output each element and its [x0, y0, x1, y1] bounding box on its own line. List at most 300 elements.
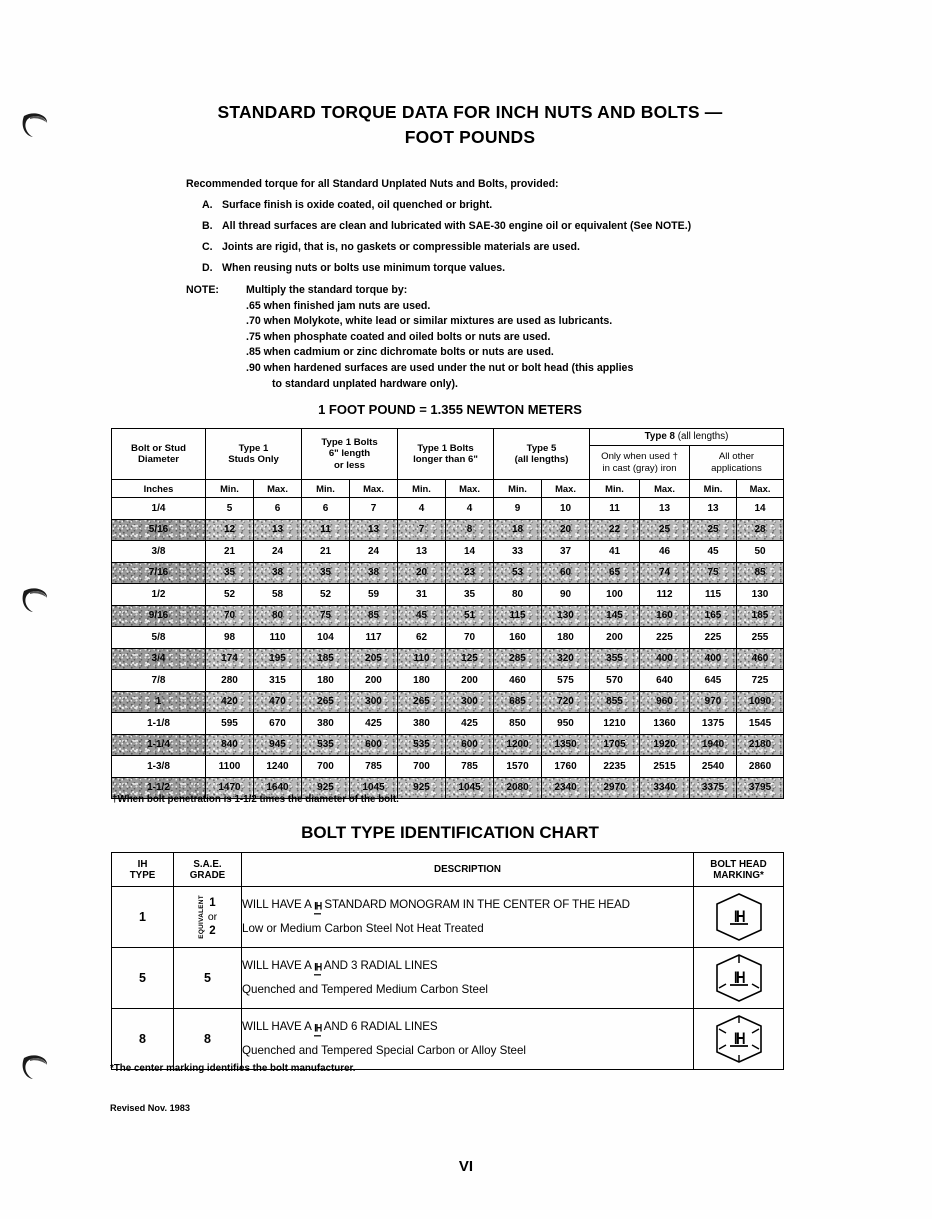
header-type8-cast-iron: Only when used † in cast (gray) iron	[590, 446, 690, 480]
cell-torque-value: 225	[640, 627, 690, 649]
cell-torque-value: 600	[350, 734, 398, 756]
table-header-row-groups	[112, 429, 784, 446]
cell-torque-value: 180	[398, 670, 446, 692]
cell-torque-value: 2080	[494, 777, 542, 799]
bolt-chart-row	[112, 1009, 784, 1070]
condition-text: All thread surfaces are clean and lubricated with SAE-30 engine oil or equivalent (See NOTE.)	[222, 220, 692, 232]
cell-torque-value: 70	[446, 627, 494, 649]
cell-torque-value: 13	[690, 498, 737, 520]
binder-hole-mark-icon	[18, 1050, 52, 1084]
cell-torque-value: 7	[350, 498, 398, 520]
cell-torque-value: 1360	[640, 713, 690, 735]
note-multiplier-item: .90 when hardened surfaces are used under the nut or bolt head (this applies	[246, 361, 634, 374]
cell-torque-value: 85	[737, 562, 784, 584]
header-max: Max.	[640, 480, 690, 498]
header-inches: Inches	[112, 480, 206, 498]
cell-torque-value: 75	[690, 562, 737, 584]
cell-torque-value: 1920	[640, 734, 690, 756]
note-label: NOTE:	[186, 284, 219, 296]
cell-torque-value: 1045	[446, 777, 494, 799]
cell-torque-value: 3795	[737, 777, 784, 799]
cell-torque-value: 205	[350, 648, 398, 670]
cell-diameter: 1-3/8	[112, 756, 206, 778]
page-title-line-2: FOOT POUNDS	[404, 127, 536, 147]
cell-torque-value: 380	[398, 713, 446, 735]
description-line1-prefix: WILL HAVE A	[242, 959, 312, 972]
cell-torque-value: 90	[542, 584, 590, 606]
condition-letter: A.	[202, 199, 213, 211]
cell-diameter: 1-1/4	[112, 734, 206, 756]
cell-torque-value: 20	[398, 562, 446, 584]
cell-torque-value: 255	[737, 627, 784, 649]
cell-torque-value: 59	[350, 584, 398, 606]
cell-torque-value: 5	[206, 498, 254, 520]
cell-torque-value: 425	[350, 713, 398, 735]
cell-torque-value: 460	[737, 648, 784, 670]
sae-grade-value: 8	[174, 1009, 242, 1070]
cell-diameter: 1/2	[112, 584, 206, 606]
sae-grade-or: or	[207, 911, 218, 923]
header-max: Max.	[542, 480, 590, 498]
cell-torque-value: 700	[398, 756, 446, 778]
cell-torque-value: 195	[254, 648, 302, 670]
description-line2: Low or Medium Carbon Steel Not Heat Treated	[242, 922, 484, 935]
cell-torque-value: 65	[590, 562, 640, 584]
cell-torque-value: 400	[690, 648, 737, 670]
header-min: Min.	[206, 480, 254, 498]
cell-torque-value: 600	[446, 734, 494, 756]
bolt-chart-title: BOLT TYPE IDENTIFICATION CHART	[301, 823, 599, 842]
binder-hole-mark-icon	[18, 108, 52, 142]
cell-torque-value: 700	[302, 756, 350, 778]
cell-torque-value: 14	[446, 541, 494, 563]
cell-torque-value: 960	[640, 691, 690, 713]
header-type8: Type 8 (all lengths)	[590, 429, 784, 446]
dagger-footnote: †When bolt penetration is 1-1/2 times the diameter of the bolt.	[112, 794, 399, 805]
cell-torque-value: 2970	[590, 777, 640, 799]
condition-item	[186, 199, 826, 211]
table-header-row-units	[112, 480, 784, 498]
cell-torque-value: 570	[590, 670, 640, 692]
cell-torque-value: 2340	[542, 777, 590, 799]
cell-torque-value: 6	[302, 498, 350, 520]
cell-torque-value: 35	[446, 584, 494, 606]
cell-torque-value: 685	[494, 691, 542, 713]
cell-torque-value: 3375	[690, 777, 737, 799]
cell-torque-value: 2235	[590, 756, 640, 778]
cell-torque-value: 8	[446, 519, 494, 541]
cell-torque-value: 6	[254, 498, 302, 520]
cell-torque-value: 11	[302, 519, 350, 541]
torque-table-container	[111, 428, 783, 799]
cell-diameter: 5/16	[112, 519, 206, 541]
cell-torque-value: 380	[302, 713, 350, 735]
cell-torque-value: 145	[590, 605, 640, 627]
cell-torque-value: 80	[254, 605, 302, 627]
cell-torque-value: 112	[640, 584, 690, 606]
cell-torque-value: 265	[302, 691, 350, 713]
bolt-chart-header-row	[112, 853, 784, 887]
cell-torque-value: 110	[254, 627, 302, 649]
cell-torque-value: 98	[206, 627, 254, 649]
cell-torque-value: 535	[302, 734, 350, 756]
bolt-head-marking-cell	[694, 948, 784, 1009]
cell-torque-value: 45	[690, 541, 737, 563]
page-title	[120, 100, 820, 150]
cell-torque-value: 315	[254, 670, 302, 692]
cell-torque-value: 130	[542, 605, 590, 627]
table-row	[112, 584, 784, 606]
cell-diameter: 1-1/8	[112, 713, 206, 735]
cell-torque-value: 925	[302, 777, 350, 799]
cell-torque-value: 41	[590, 541, 640, 563]
cell-torque-value: 185	[302, 648, 350, 670]
cell-torque-value: 24	[350, 541, 398, 563]
cell-diameter: 3/8	[112, 541, 206, 563]
cell-torque-value: 945	[254, 734, 302, 756]
description-line1-suffix: STANDARD MONOGRAM IN THE CENTER OF THE HEAD	[324, 898, 630, 911]
header-sae-grade: S.A.E. GRADE	[174, 853, 242, 887]
torque-data-table	[111, 428, 784, 799]
cell-torque-value: 575	[542, 670, 590, 692]
cell-torque-value: 38	[350, 562, 398, 584]
cell-torque-value: 33	[494, 541, 542, 563]
cell-torque-value: 1350	[542, 734, 590, 756]
header-max: Max.	[254, 480, 302, 498]
cell-torque-value: 174	[206, 648, 254, 670]
cell-torque-value: 23	[446, 562, 494, 584]
cell-diameter: 3/4	[112, 648, 206, 670]
ih-monogram-icon: IH	[314, 899, 322, 912]
cell-torque-value: 425	[446, 713, 494, 735]
cell-torque-value: 785	[350, 756, 398, 778]
cell-torque-value: 22	[590, 519, 640, 541]
note-lead: Multiply the standard torque by:	[246, 284, 408, 296]
cell-torque-value: 9	[494, 498, 542, 520]
cell-torque-value: 280	[206, 670, 254, 692]
svg-text:IH: IH	[733, 969, 744, 988]
cell-torque-value: 1640	[254, 777, 302, 799]
cell-torque-value: 117	[350, 627, 398, 649]
cell-torque-value: 51	[446, 605, 494, 627]
cell-torque-value: 62	[398, 627, 446, 649]
condition-text: Joints are rigid, that is, no gaskets or compressible materials are used.	[222, 241, 580, 253]
table-row	[112, 756, 784, 778]
table-row	[112, 498, 784, 520]
cell-torque-value: 60	[542, 562, 590, 584]
cell-diameter: 1/4	[112, 498, 206, 520]
table-row	[112, 541, 784, 563]
cell-torque-value: 38	[254, 562, 302, 584]
cell-torque-value: 840	[206, 734, 254, 756]
table-row	[112, 648, 784, 670]
condition-item	[186, 262, 826, 274]
cell-torque-value: 225	[690, 627, 737, 649]
cell-torque-value: 200	[350, 670, 398, 692]
description-line1-prefix: WILL HAVE A	[242, 898, 312, 911]
cell-torque-value: 1200	[494, 734, 542, 756]
cell-torque-value: 670	[254, 713, 302, 735]
cell-torque-value: 7	[398, 519, 446, 541]
cell-torque-value: 1545	[737, 713, 784, 735]
cell-torque-value: 400	[640, 648, 690, 670]
header-max: Max.	[350, 480, 398, 498]
header-type1-studs: Type 1 Studs Only	[206, 429, 302, 480]
page-title-line-1: STANDARD TORQUE DATA FOR INCH NUTS AND BOLTS —	[217, 102, 723, 122]
description-line1-suffix: AND 6 RADIAL LINES	[323, 1020, 438, 1033]
cell-torque-value: 74	[640, 562, 690, 584]
cell-torque-value: 320	[542, 648, 590, 670]
condition-item	[186, 241, 826, 253]
cell-torque-value: 470	[254, 691, 302, 713]
condition-text: Surface finish is oxide coated, oil quenched or bright.	[222, 199, 493, 211]
bolt-chart-container	[111, 852, 783, 1070]
cell-torque-value: 645	[690, 670, 737, 692]
header-max: Max.	[446, 480, 494, 498]
description-line1-prefix: WILL HAVE A	[242, 1020, 312, 1033]
cell-torque-value: 1100	[206, 756, 254, 778]
cell-torque-value: 185	[737, 605, 784, 627]
note-multiplier-item: .75 when phosphate coated and oiled bolts or nuts are used.	[246, 330, 551, 343]
sae-grade-value: 5	[174, 948, 242, 1009]
cell-torque-value: 785	[446, 756, 494, 778]
header-bolt-diameter: Bolt or Stud Diameter	[112, 429, 206, 480]
intro-lead-text: Recommended torque for all Standard Unplated Nuts and Bolts, provided:	[186, 178, 559, 190]
description-line2: Quenched and Tempered Special Carbon or Alloy Steel	[242, 1044, 527, 1057]
bolt-head-type1-icon	[708, 891, 770, 943]
table-row	[112, 519, 784, 541]
cell-torque-value: 37	[542, 541, 590, 563]
cell-torque-value: 75	[302, 605, 350, 627]
page-number: VI	[458, 1158, 474, 1175]
torque-table-body	[112, 498, 784, 799]
cell-torque-value: 70	[206, 605, 254, 627]
cell-torque-value: 25	[640, 519, 690, 541]
cell-torque-value: 180	[302, 670, 350, 692]
cell-torque-value: 4	[398, 498, 446, 520]
bolt-description	[242, 1009, 694, 1070]
header-min: Min.	[590, 480, 640, 498]
cell-torque-value: 52	[206, 584, 254, 606]
cell-torque-value: 58	[254, 584, 302, 606]
cell-torque-value: 13	[398, 541, 446, 563]
ih-type-value: 1	[112, 887, 174, 948]
cell-torque-value: 100	[590, 584, 640, 606]
sae-grade-value	[174, 887, 242, 948]
intro-section	[186, 178, 826, 283]
cell-diameter: 1-1/2	[112, 777, 206, 799]
cell-torque-value: 31	[398, 584, 446, 606]
cell-torque-value: 125	[446, 648, 494, 670]
cell-torque-value: 200	[590, 627, 640, 649]
condition-letter: D.	[202, 262, 213, 274]
cell-torque-value: 21	[302, 541, 350, 563]
note-continuation: to standard unplated hardware only).	[272, 377, 459, 390]
cell-torque-value: 950	[542, 713, 590, 735]
cell-torque-value: 595	[206, 713, 254, 735]
condition-letter: B.	[202, 220, 213, 232]
cell-torque-value: 1705	[590, 734, 640, 756]
cell-torque-value: 46	[640, 541, 690, 563]
cell-torque-value: 21	[206, 541, 254, 563]
cell-torque-value: 1375	[690, 713, 737, 735]
cell-torque-value: 1090	[737, 691, 784, 713]
condition-text: When reusing nuts or bolts use minimum torque values.	[222, 262, 506, 274]
table-row	[112, 605, 784, 627]
cell-torque-value: 925	[398, 777, 446, 799]
cell-torque-value: 535	[398, 734, 446, 756]
cell-torque-value: 1470	[206, 777, 254, 799]
cell-torque-value: 28	[737, 519, 784, 541]
cell-diameter: 9/16	[112, 605, 206, 627]
cell-torque-value: 460	[494, 670, 542, 692]
note-section	[186, 283, 836, 392]
header-min: Min.	[494, 480, 542, 498]
cell-torque-value: 20	[542, 519, 590, 541]
cell-torque-value: 720	[542, 691, 590, 713]
cell-torque-value: 970	[690, 691, 737, 713]
bolt-head-type5-icon	[708, 952, 770, 1004]
cell-torque-value: 1940	[690, 734, 737, 756]
sae-grade-num-1: 1	[209, 897, 216, 909]
note-multiplier-item: .65 when finished jam nuts are used.	[246, 299, 431, 312]
star-footnote: *The center marking identifies the bolt manufacturer.	[110, 1063, 356, 1074]
bolt-description	[242, 948, 694, 1009]
header-min: Min.	[302, 480, 350, 498]
header-type8-other: All other applications	[690, 446, 784, 480]
equivalent-label: EQUIVALENT	[197, 895, 205, 939]
sae-grade-num-2: 2	[209, 925, 216, 937]
cell-torque-value: 300	[350, 691, 398, 713]
cell-torque-value: 115	[494, 605, 542, 627]
description-line1-suffix: AND 3 RADIAL LINES	[323, 959, 438, 972]
table-row	[112, 691, 784, 713]
cell-torque-value: 12	[206, 519, 254, 541]
cell-torque-value: 180	[542, 627, 590, 649]
binder-hole-mark-icon	[18, 583, 52, 617]
cell-torque-value: 165	[690, 605, 737, 627]
cell-torque-value: 640	[640, 670, 690, 692]
cell-torque-value: 160	[640, 605, 690, 627]
table-row	[112, 734, 784, 756]
table-row	[112, 670, 784, 692]
cell-torque-value: 2180	[737, 734, 784, 756]
cell-torque-value: 14	[737, 498, 784, 520]
bolt-head-type8-icon	[708, 1013, 770, 1065]
cell-torque-value: 300	[446, 691, 494, 713]
bolt-identification-table	[111, 852, 784, 1070]
cell-torque-value: 2860	[737, 756, 784, 778]
note-multiplier-item: .70 when Molykote, white lead or similar mixtures are used as lubricants.	[246, 315, 613, 328]
note-multiplier-item: .85 when cadmium or zinc dichromate bolts or nuts are used.	[246, 346, 554, 359]
header-bolt-head-marking: BOLT HEAD MARKING*	[694, 853, 784, 887]
cell-torque-value: 265	[398, 691, 446, 713]
condition-letter: C.	[202, 241, 213, 253]
bolt-head-marking-cell	[694, 1009, 784, 1070]
cell-diameter: 7/16	[112, 562, 206, 584]
description-line2: Quenched and Tempered Medium Carbon Steel	[242, 983, 488, 996]
bolt-description	[242, 887, 694, 948]
header-max: Max.	[737, 480, 784, 498]
cell-torque-value: 10	[542, 498, 590, 520]
cell-torque-value: 13	[350, 519, 398, 541]
cell-torque-value: 50	[737, 541, 784, 563]
cell-torque-value: 52	[302, 584, 350, 606]
cell-torque-value: 18	[494, 519, 542, 541]
cell-torque-value: 104	[302, 627, 350, 649]
table-row	[112, 627, 784, 649]
header-description: DESCRIPTION	[242, 853, 694, 887]
cell-torque-value: 1240	[254, 756, 302, 778]
svg-text:IH: IH	[733, 1030, 744, 1049]
cell-torque-value: 855	[590, 691, 640, 713]
cell-torque-value: 35	[206, 562, 254, 584]
cell-torque-value: 1760	[542, 756, 590, 778]
cell-torque-value: 2515	[640, 756, 690, 778]
cell-torque-value: 3340	[640, 777, 690, 799]
cell-torque-value: 355	[590, 648, 640, 670]
cell-torque-value: 13	[640, 498, 690, 520]
cell-torque-value: 130	[737, 584, 784, 606]
ih-monogram-icon: IH	[314, 960, 322, 973]
cell-torque-value: 725	[737, 670, 784, 692]
cell-torque-value: 35	[302, 562, 350, 584]
cell-torque-value: 420	[206, 691, 254, 713]
cell-torque-value: 25	[690, 519, 737, 541]
header-type1-bolts-long: Type 1 Bolts longer than 6"	[398, 429, 494, 480]
header-min: Min.	[690, 480, 737, 498]
table-row	[112, 562, 784, 584]
cell-torque-value: 200	[446, 670, 494, 692]
cell-torque-value: 115	[690, 584, 737, 606]
cell-torque-value: 85	[350, 605, 398, 627]
bolt-chart-row	[112, 887, 784, 948]
table-row	[112, 713, 784, 735]
cell-torque-value: 1570	[494, 756, 542, 778]
header-ih-type: IH TYPE	[112, 853, 174, 887]
cell-torque-value: 24	[254, 541, 302, 563]
ih-monogram-icon: IH	[314, 1021, 322, 1034]
cell-torque-value: 13	[254, 519, 302, 541]
bolt-chart-row	[112, 948, 784, 1009]
header-type5: Type 5 (all lengths)	[494, 429, 590, 480]
cell-torque-value: 1045	[350, 777, 398, 799]
bolt-head-marking-cell	[694, 887, 784, 948]
cell-torque-value: 45	[398, 605, 446, 627]
cell-torque-value: 4	[446, 498, 494, 520]
header-min: Min.	[398, 480, 446, 498]
cell-torque-value: 850	[494, 713, 542, 735]
cell-diameter: 5/8	[112, 627, 206, 649]
header-type1-bolts-short: Type 1 Bolts 6" length or less	[302, 429, 398, 480]
cell-torque-value: 2540	[690, 756, 737, 778]
cell-torque-value: 285	[494, 648, 542, 670]
cell-torque-value: 53	[494, 562, 542, 584]
conversion-note: 1 FOOT POUND = 1.355 NEWTON METERS	[318, 402, 582, 417]
ih-type-value: 5	[112, 948, 174, 1009]
cell-torque-value: 80	[494, 584, 542, 606]
ih-type-value: 8	[112, 1009, 174, 1070]
cell-diameter: 1	[112, 691, 206, 713]
condition-item	[186, 220, 826, 232]
cell-torque-value: 160	[494, 627, 542, 649]
revision-date: Revised Nov. 1983	[110, 1103, 191, 1113]
cell-torque-value: 11	[590, 498, 640, 520]
cell-torque-value: 110	[398, 648, 446, 670]
cell-torque-value: 1210	[590, 713, 640, 735]
cell-diameter: 7/8	[112, 670, 206, 692]
svg-text:IH: IH	[733, 908, 744, 927]
